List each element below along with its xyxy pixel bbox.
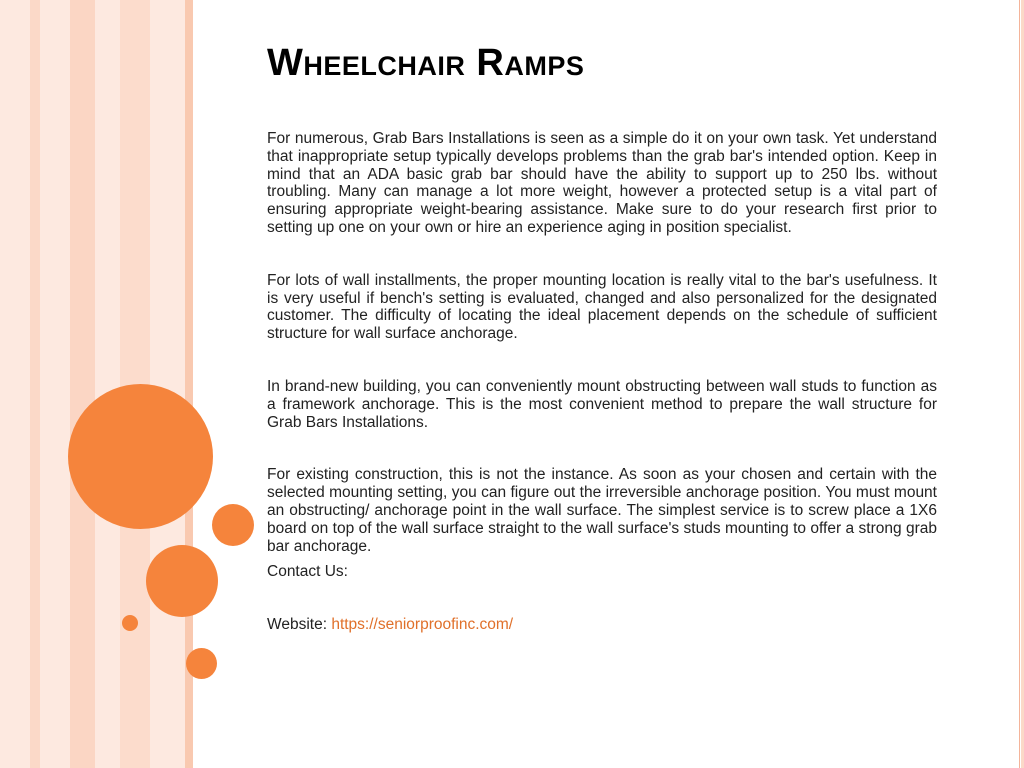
website-link[interactable]: https://seniorproofinc.com/	[331, 616, 514, 634]
paragraph: In brand-new building, you can conveniently mount obstructing between wall studs to function as a framework anchorage. This is the most convenient method to prepare the wall structure for Grab Bars Installations.	[267, 377, 937, 431]
decorative-circle-small	[186, 648, 217, 679]
decorative-circle-large	[68, 384, 213, 529]
website-line	[267, 616, 937, 634]
page-title: Wheelchair Ramps	[267, 42, 585, 84]
right-border-line	[1019, 0, 1020, 768]
paragraph: For existing construction, this is not the instance. As soon as your chosen and certain with the selected mounting setting, you can figure out the irreversible anchorage position. You must mount an obstructing/ anchorage point in the wall surface. The simplest service is to screw place a 1X6 board on top of the wall surface straight to the wall surface's studs mounting to offer a strong grab bar anchorage.	[267, 466, 937, 555]
decorative-circle-tiny	[122, 615, 138, 631]
contact-label: Contact Us:	[267, 563, 348, 581]
decorative-stripes	[0, 0, 200, 768]
paragraph: For numerous, Grab Bars Installations is seen as a simple do it on your own task. Yet understand that inappropriate setup typically develops problems than the grab bar's intended option. Keep in mind that an ADA basic grab bar should have the ability to support up to 250 lbs. without troubling. Many can manage a lot more weight, however a protected setup is a vital part of ensuring appropriate weight-bearing assistance. Make sure to do your research first prior to setting up one on your own or hire an experience aging in position specialist.	[267, 130, 937, 236]
decorative-circle-small	[212, 504, 254, 546]
decorative-circle-medium	[146, 545, 218, 617]
paragraph: For lots of wall installments, the proper mounting location is really vital to the bar's usefulness. It is very useful if bench's setting is evaluated, changed and also personalized for the designated customer. The difficulty of locating the ideal placement depends on the schedule of sufficient structure for wall surface anchorage.	[267, 271, 937, 343]
body-content	[267, 130, 937, 634]
website-label: Website:	[267, 616, 332, 634]
